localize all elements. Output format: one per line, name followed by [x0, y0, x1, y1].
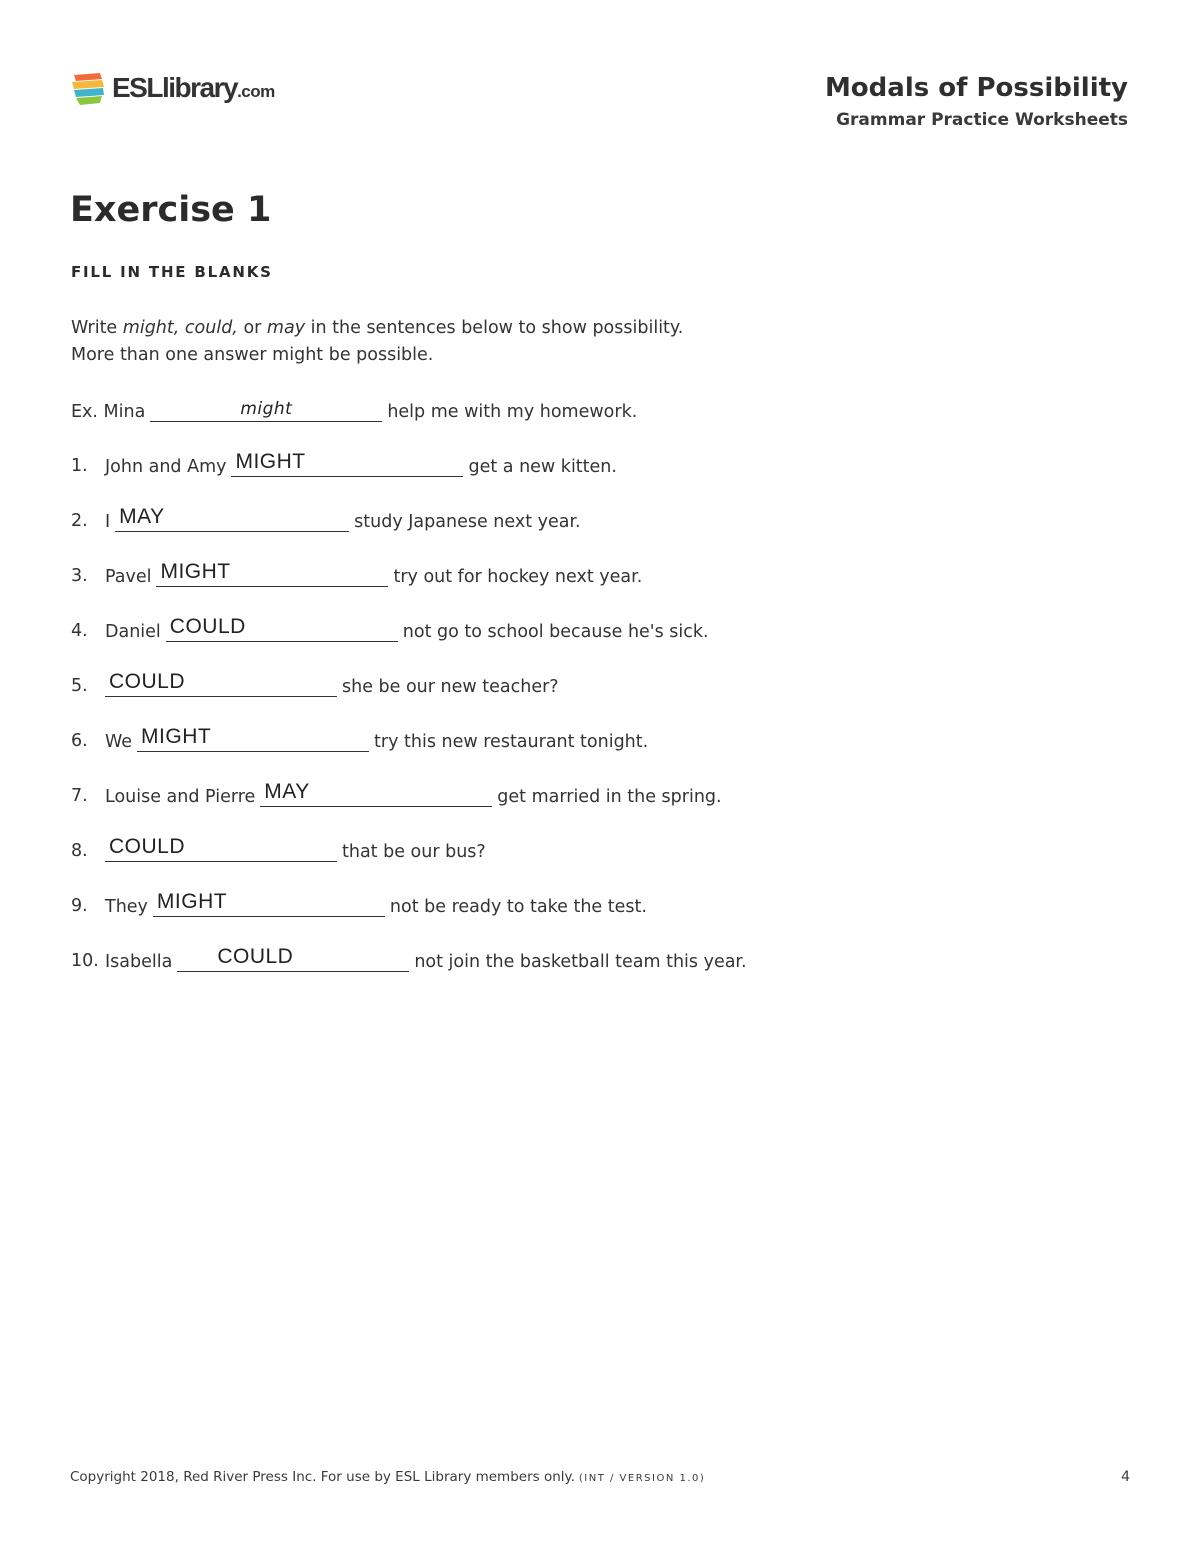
item-number: 2.	[71, 511, 88, 531]
item-after: study Japanese next year.	[354, 512, 581, 532]
item-after: she be our new teacher?	[342, 677, 559, 697]
answer-text: COULD	[217, 945, 294, 968]
instructions	[71, 315, 683, 369]
item-number: 3.	[71, 566, 88, 586]
item-after: get a new kitten.	[468, 457, 617, 477]
answer-text: MIGHT	[160, 560, 231, 583]
list-item	[71, 835, 971, 893]
item-before: I	[105, 512, 111, 532]
answer-blank[interactable]	[231, 450, 463, 477]
document-subtitle: Grammar Practice Worksheets	[836, 110, 1128, 130]
list-item	[71, 505, 971, 563]
answer-blank[interactable]	[260, 780, 492, 807]
answer-text: COULD	[109, 670, 186, 693]
answer-text: COULD	[169, 615, 246, 638]
item-number: 9.	[71, 896, 88, 916]
answer-text: MAY	[119, 505, 165, 528]
list-item	[71, 615, 971, 673]
item-number: 5.	[71, 676, 88, 696]
brand-name: ESLlibrary.com	[112, 72, 275, 103]
page-number: 4	[1121, 1469, 1130, 1485]
section-heading: FILL IN THE BLANKS	[71, 263, 273, 281]
answer-blank[interactable]	[137, 725, 369, 752]
answer-text: MIGHT	[156, 890, 228, 913]
modal-could: could,	[184, 318, 238, 338]
item-after: that be our bus?	[342, 842, 486, 862]
modal-might: might,	[122, 318, 180, 338]
answer-blank[interactable]	[153, 890, 385, 917]
version-label: (INT / VERSION 1.0)	[578, 1473, 706, 1484]
list-item	[71, 450, 971, 508]
item-number: 7.	[71, 786, 88, 806]
item-before: Daniel	[105, 622, 161, 642]
item-number: 6.	[71, 731, 88, 751]
example-label: Ex. Mina	[71, 402, 146, 422]
example-answer: might	[240, 399, 293, 419]
list-item	[71, 945, 971, 1003]
item-before: Isabella	[105, 952, 173, 972]
answer-text: MIGHT	[141, 725, 212, 748]
item-before: We	[105, 732, 133, 752]
item-number: 8.	[71, 841, 88, 861]
answer-text: COULD	[109, 835, 186, 858]
instructions-line-2: More than one answer might be possible.	[71, 345, 434, 365]
answer-blank[interactable]	[166, 615, 398, 642]
item-before: John and Amy	[105, 457, 227, 477]
item-after: not go to school because he's sick.	[402, 622, 709, 642]
answer-blank[interactable]	[105, 835, 337, 862]
item-after: try this new restaurant tonight.	[374, 732, 649, 752]
list-item	[71, 780, 971, 838]
exercise-title: Exercise 1	[70, 190, 272, 230]
answer-blank[interactable]	[177, 945, 409, 972]
item-number: 10.	[71, 951, 99, 971]
books-stack-icon	[70, 69, 108, 107]
item-before: Pavel	[105, 567, 152, 587]
document-title: Modals of Possibility	[824, 73, 1128, 103]
instructions-line-1: Write might, could, or may in the sentences below to show possibility.	[71, 318, 684, 338]
item-before: Louise and Pierre	[105, 787, 256, 807]
footer-copyright	[70, 1469, 705, 1485]
example-item	[71, 398, 971, 453]
answer-blank[interactable]	[115, 505, 349, 532]
item-before: They	[105, 897, 148, 917]
example-blank	[150, 401, 382, 422]
answer-text: MIGHT	[235, 450, 306, 473]
brand-domain: .com	[237, 82, 275, 101]
item-after: try out for hockey next year.	[393, 567, 643, 587]
list-item	[71, 725, 971, 783]
modal-may: may	[266, 318, 306, 338]
answer-text: MAY	[264, 780, 310, 803]
answer-blank[interactable]	[105, 670, 337, 697]
list-item	[71, 560, 971, 618]
brand-logo	[70, 68, 275, 108]
item-after: get married in the spring.	[497, 787, 722, 807]
item-after: not join the basketball team this year.	[414, 952, 747, 972]
answer-blank[interactable]	[156, 560, 388, 587]
copyright-text: Copyright 2018, Red River Press Inc. For use by ESL Library members only.	[70, 1469, 575, 1485]
item-number: 1.	[71, 456, 88, 476]
list-item	[71, 890, 971, 948]
example-after: help me with my homework.	[387, 402, 638, 422]
item-number: 4.	[71, 621, 88, 641]
exercise-list	[71, 398, 971, 1003]
list-item	[71, 670, 971, 728]
item-after: not be ready to take the test.	[389, 897, 647, 917]
